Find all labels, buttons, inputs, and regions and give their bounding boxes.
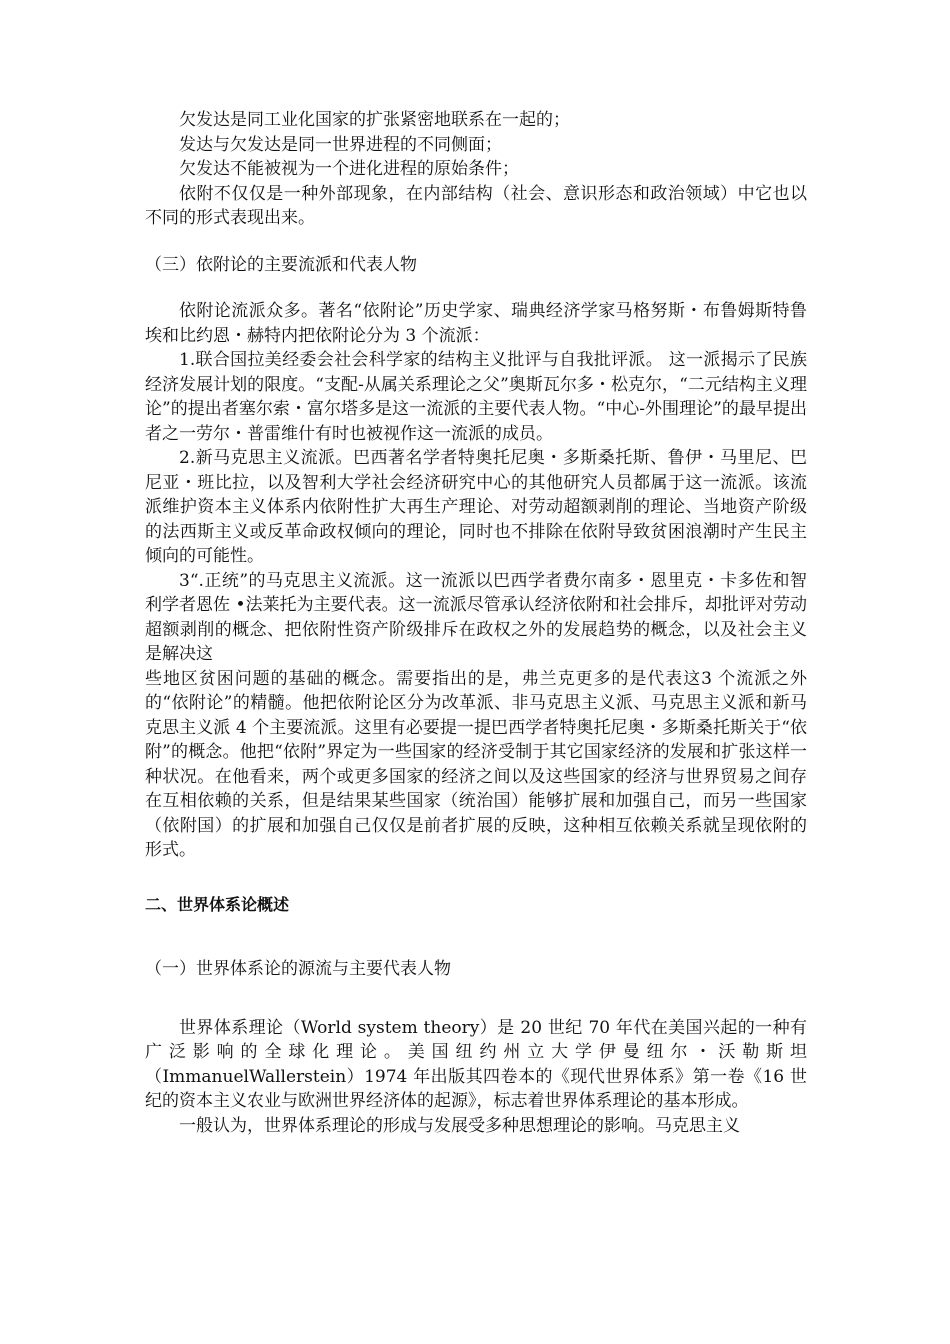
paragraph: 世界体系理论（World system theory）是 20 世纪 70 年代在美国兴起的一种有广泛影响的全球化理论。美国纽约州立大学伊曼纽尔・沃勒斯坦（ImmanuelWallerstein）1974 年出版其四卷本的《现代世界体系》第一卷《16 世纪的资本主义农业与欧洲世界经济体的起源》，标志着世界体系理论的基本形成。 — [145, 1017, 807, 1111]
section-heading: （一）世界体系论的源流与主要代表人物 — [145, 959, 451, 979]
paragraph: 2.新马克思主义流派。巴西著名学者特奥托尼奥・多斯桑托斯、鲁伊・马里尼、巴尼亚・班比拉，以及智利大学社会经济研究中心的其他研究人员都属于这一流派。该流派维护资本主义体系内依附性扩大再生产理论、对劳动超额剥削的理论、当地资产阶级的法西斯主义或反革命政权倾向的理论，同时也不排除在依附导致贫困浪潮时产生民主倾向的可能性。 — [145, 448, 807, 566]
paragraph: 依附论流派众多。著名“依附论”历史学家、瑞典经济学家马格努斯・布鲁姆斯特鲁埃和比约恩・赫特内把依附论分为 3 个流派： — [145, 301, 807, 346]
paragraph: 发达与欠发达是同一世界进程的不同侧面； — [179, 134, 502, 155]
paragraph: 一般认为，世界体系理论的形成与发展受多种思想理论的影响。马克思主义 — [179, 1115, 740, 1136]
paragraph: 欠发达是同工业化国家的扩张紧密地联系在一起的； — [179, 110, 570, 130]
paragraph: 1.联合国拉美经委会社会科学家的结构主义批评与自我批评派。 这一派揭示了民族经济发展计划的限度。“支配-从属关系理论之父”奥斯瓦尔多・松克尔，“二元结构主义理论”的提出者塞尔索・富尔塔多是这一流派的主要代表人物。“中心-外围理论”的最早提出者之一劳尔・普雷维什有时也被视作这一流派的成员。 — [145, 350, 807, 444]
section-heading: （三）依附论的主要流派和代表人物 — [145, 254, 417, 275]
chapter-heading: 二、世界体系论概述 — [145, 894, 290, 914]
paragraph: 3“.正统”的马克思主义流派。这一流派以巴西学者费尔南多・恩里克・卡多佐和智利学者恩佐 •法莱托为主要代表。这一流派尽管承认经济依附和社会排斥，却批评对劳动超额剥削的概念、把依附性资产阶级排斥在政权之外的发展趋势的概念，以及社会主义是解决这 — [145, 570, 807, 664]
paragraph: 依附不仅仅是一种外部现象，在内部结构（社会、意识形态和政治领域）中它也以不同的形式表现出来。 — [145, 183, 807, 228]
paragraph: 欠发达不能被视为一个进化进程的原始条件； — [179, 159, 519, 179]
document-page — [145, 108, 807, 1138]
paragraph-continuation: 些地区贫困问题的基础的概念。需要指出的是，弗兰克更多的是代表这3 个流派之外的“依附论”的精髓。他把依附论区分为改革派、非马克思主义派、马克思主义派和新马克思主义派 4 个主要流派。这里有必要提一提巴西学者特奥托尼奥・多斯桑托斯关于“依附”的概念。他把“依附”界定为一些国家的经济受制于其它国家经济的发展和扩张这样一种状况。在他看来，两个或更多国家的经济之间以及这些国家的经济与世界贸易之间存在互相依赖的关系，但是结果某些国家（统治国）能够扩展和加强自己，而另一些国家（依附国）的扩展和加强自己仅仅是前者扩展的反映，这种相互依赖关系就呈现依附的形式。 — [145, 668, 807, 860]
